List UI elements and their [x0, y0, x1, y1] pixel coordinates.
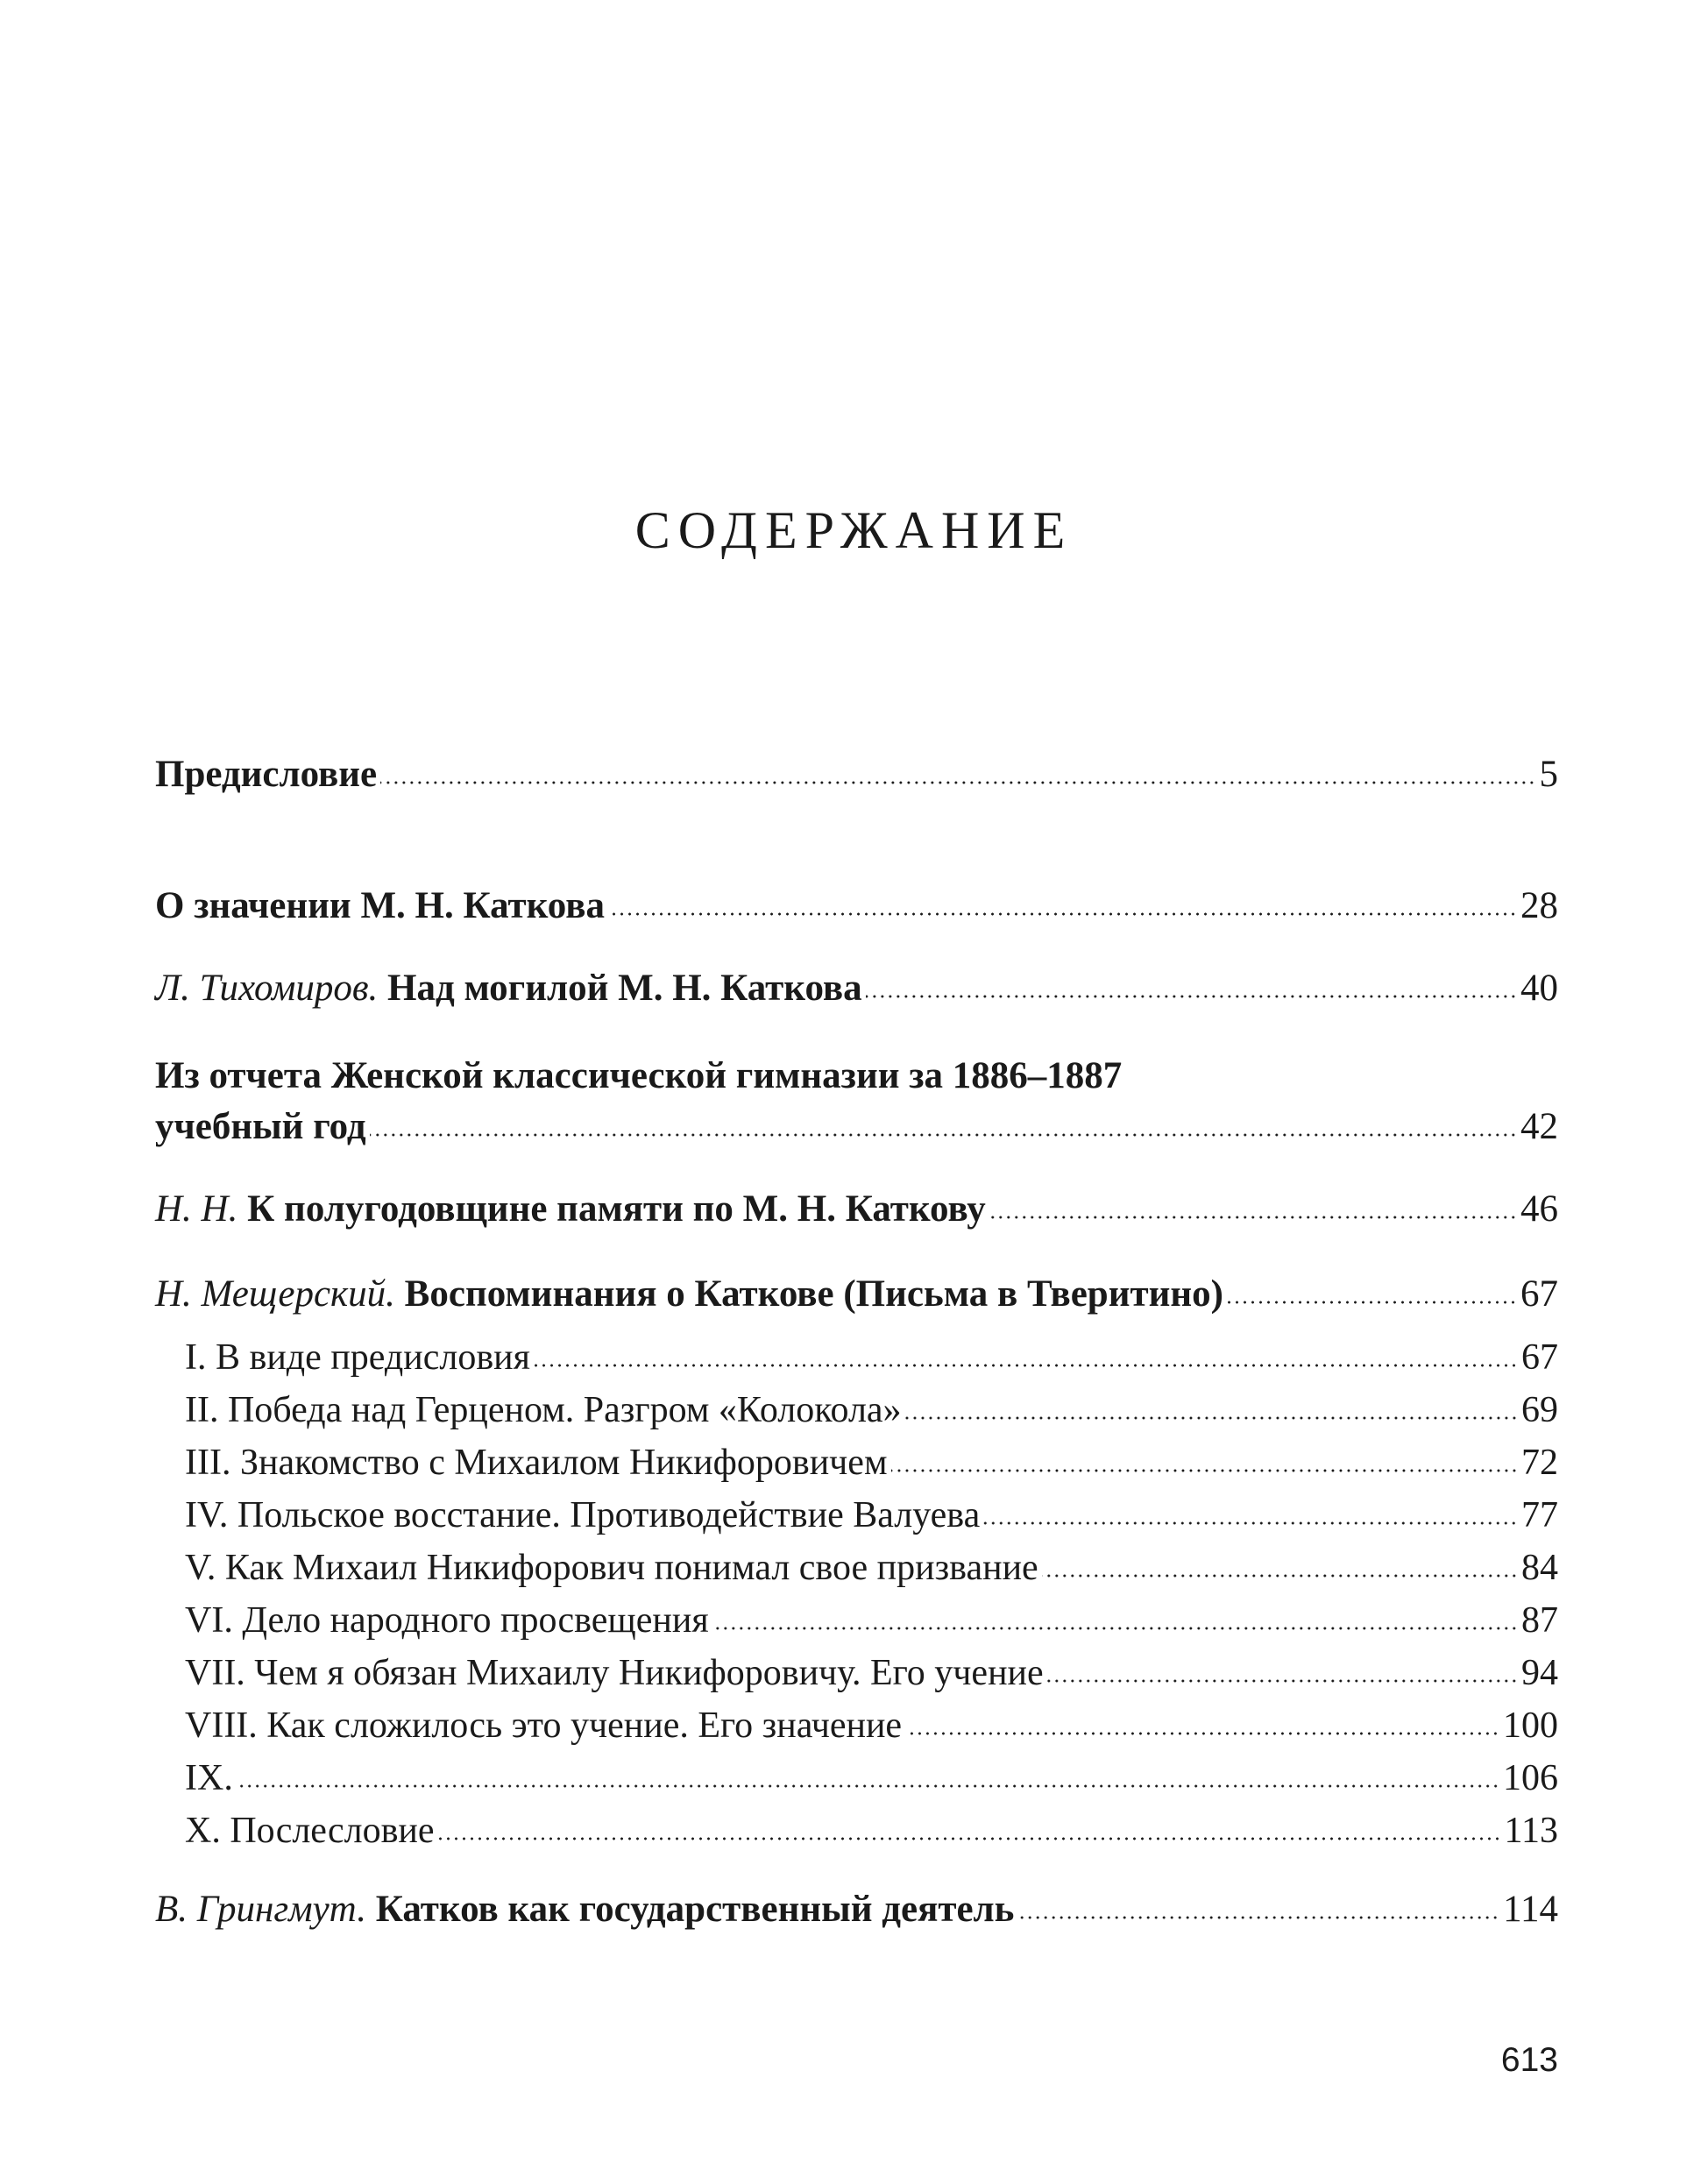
toc-entry-title: Предисловие — [155, 754, 378, 795]
toc-entry-title: Воспоминания о Каткове (Письма в Тверитино) — [404, 1273, 1223, 1315]
toc-entry-preface[interactable] — [155, 755, 1558, 793]
dot-leader — [1017, 1914, 1499, 1921]
toc-entry-gringmut[interactable] — [155, 1890, 1558, 1928]
toc-subentry[interactable] — [185, 1392, 1558, 1429]
toc-subentry[interactable] — [185, 1602, 1558, 1639]
page-number: 613 — [1500, 2041, 1558, 2079]
toc-entry-tikhomirov[interactable] — [155, 969, 1558, 1007]
toc-subentry-title: VI. Дело народного просвещения — [185, 1600, 709, 1641]
toc-subentry-page: 69 — [1521, 1390, 1558, 1430]
page-title: СОДЕРЖАНИЕ — [634, 501, 1074, 559]
toc-entry-text — [155, 1190, 986, 1228]
toc-entry-gymnasium[interactable] — [155, 1108, 1558, 1145]
toc-entry-author: Н. Н. — [155, 1188, 238, 1230]
toc-subentry-page: 106 — [1503, 1758, 1558, 1798]
dot-leader — [989, 1214, 1517, 1221]
toc-entry-text — [155, 1275, 1223, 1313]
toc-entry-text — [155, 1890, 1014, 1928]
dot-leader — [905, 1730, 1499, 1737]
toc-subentry-page: 113 — [1504, 1811, 1558, 1851]
dot-leader — [866, 993, 1517, 1000]
toc-subentry-title: IV. Польское восстание. Противодействие Валуева — [185, 1495, 981, 1535]
toc-subentry[interactable] — [185, 1444, 1558, 1481]
toc-subentry-title: VIII. Как сложилось это учение. Его значение — [185, 1705, 903, 1746]
toc-subentry[interactable] — [185, 1655, 1558, 1691]
toc-subentry[interactable] — [185, 1339, 1558, 1376]
toc-entry-author: В. Грингмут. — [155, 1889, 366, 1930]
toc-subentry-page: 84 — [1521, 1548, 1558, 1588]
toc-entry-title: О значении М. Н. Каткова — [155, 885, 605, 926]
toc-entry-half-year[interactable] — [155, 1190, 1558, 1228]
toc-subentry-page: 67 — [1521, 1337, 1558, 1378]
toc-entry-author: Л. Тихомиров. — [155, 968, 379, 1009]
dot-leader — [1042, 1572, 1518, 1579]
dot-leader — [608, 911, 1517, 918]
toc-entry-title: К полугодовщине памяти по М. Н. Каткову — [247, 1188, 986, 1230]
toc-subentry-page: 77 — [1521, 1495, 1558, 1535]
toc-entry-title: Над могилой М. Н. Каткова — [387, 968, 862, 1009]
dot-leader — [1227, 1299, 1517, 1306]
dot-leader — [983, 1520, 1518, 1527]
toc-entry-gymnasium-line1[interactable] — [155, 1057, 1558, 1095]
toc-subentry-page: 87 — [1521, 1600, 1558, 1641]
toc-entry-significance[interactable] — [155, 887, 1558, 925]
toc-entry-page: 114 — [1503, 1889, 1558, 1930]
toc-subentry[interactable] — [185, 1497, 1558, 1534]
toc-subentry-title: II. Победа над Герценом. Разгром «Колокола» — [185, 1390, 902, 1430]
toc-entry-title: Из отчета Женской классической гимназии за 1886–1887 — [155, 1055, 1123, 1096]
toc-subentry-title: I. В виде предисловия — [185, 1337, 530, 1378]
dot-leader — [905, 1415, 1518, 1422]
toc-subentry-page: 100 — [1503, 1705, 1558, 1746]
toc-subentry-title: IX. — [185, 1758, 233, 1798]
toc-entry-page: 46 — [1520, 1188, 1558, 1230]
toc-subentry-title: VII. Чем я обязан Михаилу Никифоровичу. Его учение — [185, 1653, 1044, 1693]
dot-leader — [712, 1625, 1518, 1632]
dot-leader — [534, 1362, 1518, 1369]
toc-entry-author: Н. Мещерский. — [155, 1273, 395, 1315]
toc-subentry[interactable] — [185, 1812, 1558, 1849]
toc-entry-title: Катков как государственный деятель — [375, 1889, 1015, 1930]
dot-leader — [1047, 1677, 1518, 1684]
toc-subentry-title: III. Знакомство с Михаилом Никифоровичем — [185, 1443, 888, 1483]
toc-subentry-title: X. Послесловие — [185, 1811, 435, 1851]
toc-subentry-page: 72 — [1521, 1443, 1558, 1483]
toc-subentry-title: V. Как Михаил Никифорович понимал свое призвание — [185, 1548, 1038, 1588]
toc-subentry[interactable] — [185, 1549, 1558, 1586]
toc-entry-page: 28 — [1520, 885, 1558, 926]
toc-subentry[interactable] — [185, 1760, 1558, 1797]
dot-leader — [370, 1131, 1517, 1138]
dot-leader — [380, 779, 1535, 786]
toc-entry-page: 67 — [1520, 1273, 1558, 1315]
toc-subentry-page: 94 — [1521, 1653, 1558, 1693]
toc-entry-page: 5 — [1539, 754, 1558, 795]
toc-entry-text — [155, 969, 862, 1007]
dot-leader — [237, 1783, 1499, 1790]
toc-entry-page: 40 — [1520, 968, 1558, 1009]
dot-leader — [891, 1467, 1518, 1474]
toc-subentry[interactable] — [185, 1707, 1558, 1744]
toc-entry-meshchersky[interactable] — [155, 1275, 1558, 1313]
dot-leader — [438, 1835, 1501, 1842]
toc-entry-page: 42 — [1520, 1106, 1558, 1147]
toc-entry-title: учебный год — [155, 1106, 366, 1147]
